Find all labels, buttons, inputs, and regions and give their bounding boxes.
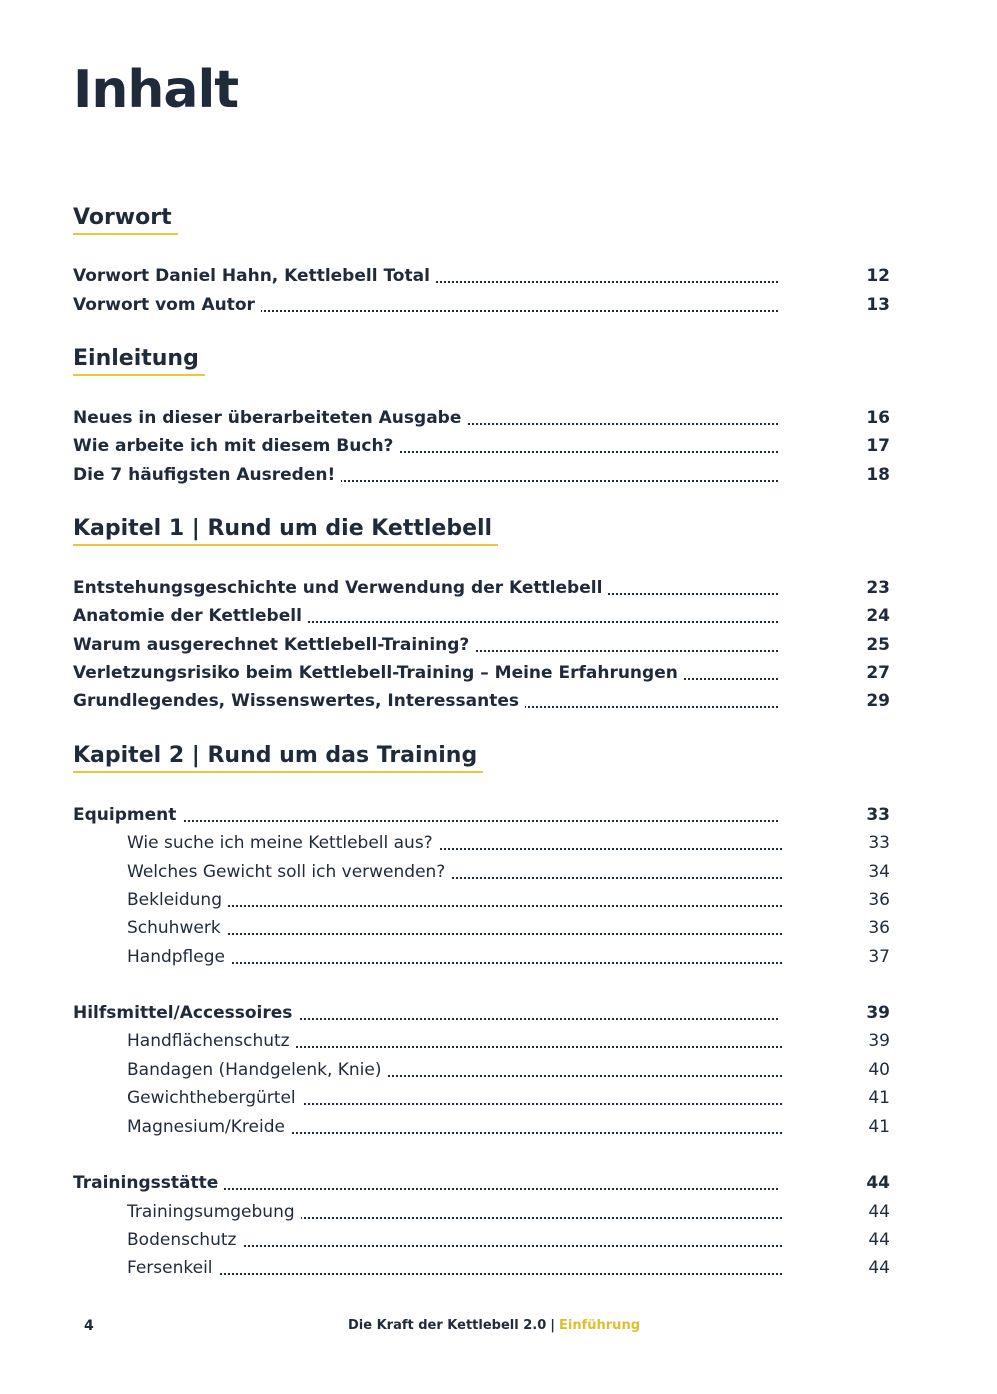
toc-entry-page: 23 bbox=[866, 578, 890, 598]
toc-subentry-page: 44 bbox=[868, 1230, 890, 1250]
toc-entry-label: Anatomie der Kettlebell bbox=[73, 606, 308, 626]
toc-entry[interactable] bbox=[73, 262, 890, 290]
toc-subentry-page: 44 bbox=[868, 1258, 890, 1278]
toc-subentry-page: 40 bbox=[868, 1060, 890, 1080]
toc-group[interactable] bbox=[73, 801, 890, 829]
toc-subentry-page: 39 bbox=[868, 1031, 890, 1051]
toc-subentry-label: Bandagen (Handgelenk, Knie) bbox=[127, 1060, 388, 1080]
footer-running-title bbox=[348, 1318, 640, 1333]
toc-subentry-page: 37 bbox=[868, 947, 890, 967]
toc-group-page: 33 bbox=[866, 805, 890, 825]
toc-entry-page: 17 bbox=[866, 436, 890, 456]
toc-group-label: Hilfsmittel/Accessoires bbox=[73, 1003, 298, 1023]
toc-subentry-label: Magnesium/Kreide bbox=[127, 1117, 291, 1137]
toc-subentry[interactable] bbox=[127, 1226, 890, 1254]
toc-entry-page: 18 bbox=[866, 465, 890, 485]
toc-entry[interactable] bbox=[73, 574, 890, 602]
toc-entry[interactable] bbox=[73, 602, 890, 630]
toc-entry-page: 13 bbox=[866, 295, 890, 315]
toc-subentry-label: Welches Gewicht soll ich verwenden? bbox=[127, 862, 451, 882]
toc-entry-label: Wie arbeite ich mit diesem Buch? bbox=[73, 436, 399, 456]
toc-entry[interactable] bbox=[73, 687, 890, 715]
toc-subentry-label: Wie suche ich meine Kettlebell aus? bbox=[127, 833, 439, 853]
toc-subentry[interactable] bbox=[127, 943, 890, 971]
section-heading-kapitel-2: Kapitel 2 | Rund um das Training bbox=[73, 743, 483, 773]
toc-subentry-label: Bodenschutz bbox=[127, 1230, 242, 1250]
footer-book-title: Die Kraft der Kettlebell 2.0 bbox=[348, 1318, 547, 1333]
toc-entry-label: Neues in dieser überarbeiteten Ausgabe bbox=[73, 408, 467, 428]
toc-subentry-label: Trainingsumgebung bbox=[127, 1202, 301, 1222]
toc-subentry[interactable] bbox=[127, 1254, 890, 1282]
toc-entry-label: Verletzungsrisiko beim Kettlebell-Training – Meine Erfahrungen bbox=[73, 663, 684, 683]
toc-subentry[interactable] bbox=[127, 914, 890, 942]
page-title: Inhalt bbox=[73, 60, 239, 120]
toc-group[interactable] bbox=[73, 1169, 890, 1197]
toc-group-page: 44 bbox=[866, 1173, 890, 1193]
toc-entry-label: Vorwort Daniel Hahn, Kettlebell Total bbox=[73, 266, 436, 286]
toc-subentry-label: Fersenkeil bbox=[127, 1258, 219, 1278]
toc-entry[interactable] bbox=[73, 432, 890, 460]
toc-subentry-page: 41 bbox=[868, 1088, 890, 1108]
toc-subentry-label: Bekleidung bbox=[127, 890, 228, 910]
toc-entry-label: Grundlegendes, Wissenswertes, Interessantes bbox=[73, 691, 525, 711]
section-heading-einleitung: Einleitung bbox=[73, 346, 205, 376]
toc-entry-page: 25 bbox=[866, 635, 890, 655]
footer-section-name: Einführung bbox=[559, 1318, 640, 1333]
toc-subentry[interactable] bbox=[127, 886, 890, 914]
toc-subentry[interactable] bbox=[127, 829, 890, 857]
toc-subentry[interactable] bbox=[127, 1198, 890, 1226]
toc-subentry[interactable] bbox=[127, 858, 890, 886]
toc-group[interactable] bbox=[73, 999, 890, 1027]
toc-subentry-page: 36 bbox=[868, 890, 890, 910]
toc-group-label: Trainingsstätte bbox=[73, 1173, 224, 1193]
toc-subentry[interactable] bbox=[127, 1056, 890, 1084]
toc-entry[interactable] bbox=[73, 404, 890, 432]
toc-entry-label: Die 7 häufigsten Ausreden! bbox=[73, 465, 341, 485]
toc-subentry-label: Handpflege bbox=[127, 947, 231, 967]
toc-subentry-label: Gewichthebergürtel bbox=[127, 1088, 302, 1108]
toc-entry[interactable] bbox=[73, 291, 890, 319]
section-heading-kapitel-1: Kapitel 1 | Rund um die Kettlebell bbox=[73, 516, 498, 546]
toc-entry-page: 16 bbox=[866, 408, 890, 428]
toc-group-page: 39 bbox=[866, 1003, 890, 1023]
toc-subentry[interactable] bbox=[127, 1113, 890, 1141]
toc-entry-page: 29 bbox=[866, 691, 890, 711]
toc-subentry-page: 33 bbox=[868, 833, 890, 853]
toc-subentry-page: 41 bbox=[868, 1117, 890, 1137]
section-heading-vorwort: Vorwort bbox=[73, 205, 178, 235]
toc-entry[interactable] bbox=[73, 659, 890, 687]
toc-entry-label: Warum ausgerechnet Kettlebell-Training? bbox=[73, 635, 475, 655]
toc-entry[interactable] bbox=[73, 461, 890, 489]
toc-subentry[interactable] bbox=[127, 1027, 890, 1055]
toc-entry-page: 12 bbox=[866, 266, 890, 286]
toc-entry-label: Vorwort vom Autor bbox=[73, 295, 261, 315]
toc-entry-page: 27 bbox=[866, 663, 890, 683]
toc-entry-page: 24 bbox=[866, 606, 890, 626]
toc-subentry-label: Schuhwerk bbox=[127, 918, 227, 938]
toc-subentry-label: Handflächenschutz bbox=[127, 1031, 296, 1051]
toc-group-label: Equipment bbox=[73, 805, 182, 825]
toc-subentry-page: 44 bbox=[868, 1202, 890, 1222]
toc-subentry[interactable] bbox=[127, 1084, 890, 1112]
footer-separator: | bbox=[550, 1318, 556, 1333]
footer-page-number: 4 bbox=[84, 1318, 94, 1334]
toc-subentry-page: 34 bbox=[868, 862, 890, 882]
toc-entry[interactable] bbox=[73, 631, 890, 659]
toc-subentry-page: 36 bbox=[868, 918, 890, 938]
toc-entry-label: Entstehungsgeschichte und Verwendung der Kettlebell bbox=[73, 578, 608, 598]
